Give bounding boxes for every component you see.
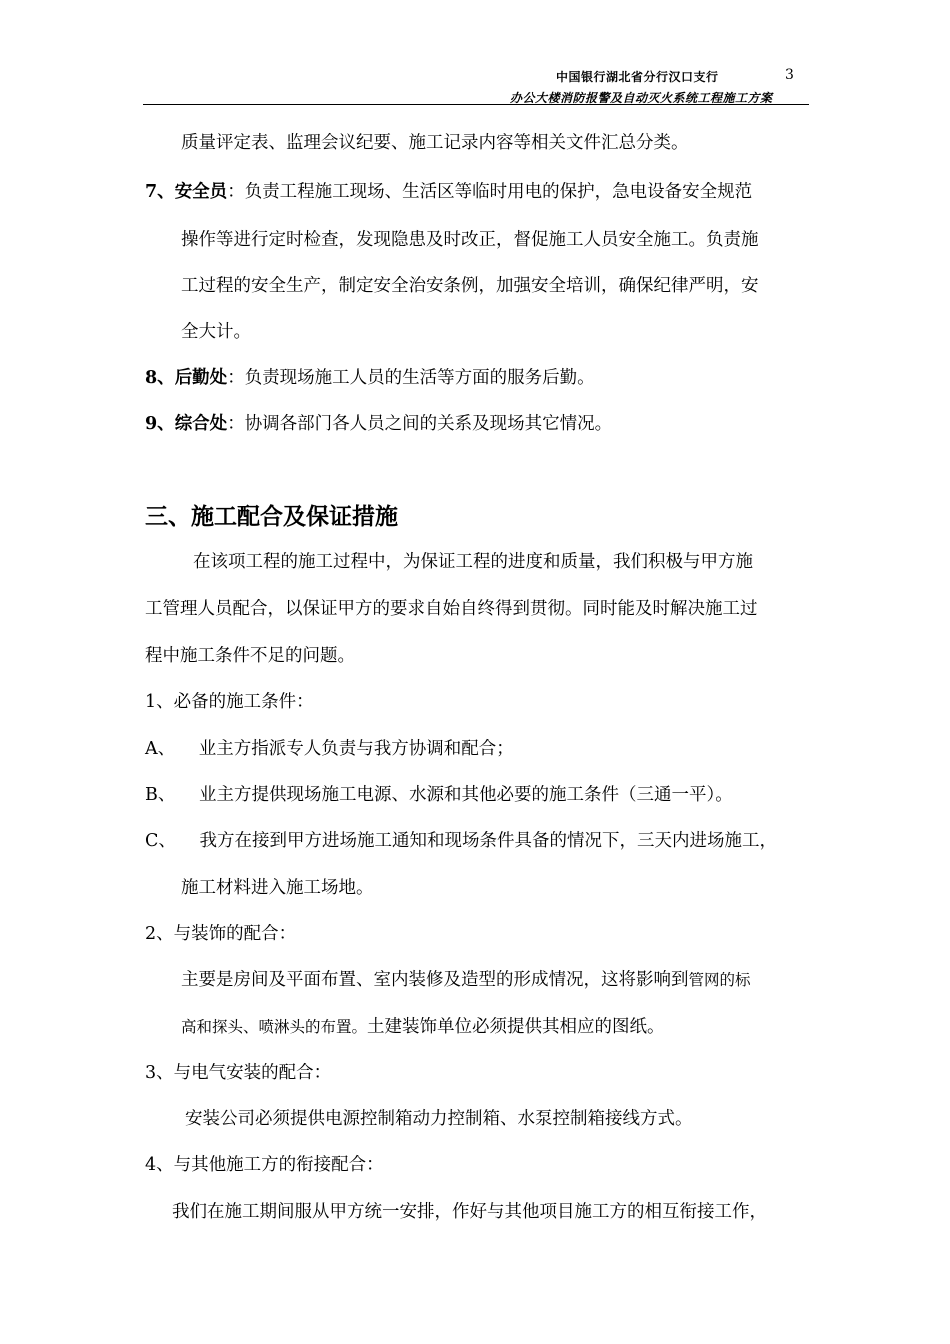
list-item-b-text: 业主方提供现场施工电源、水源和其他必要的施工条件（三通一平）。 <box>198 785 733 805</box>
item-8-number: 8、 <box>145 368 175 388</box>
item-7-separator: ： <box>227 182 245 202</box>
subsection-3-heading: 3、与电气安装的配合： <box>145 1063 332 1083</box>
subsection-2-text-1-small: 管网的标 <box>688 971 751 989</box>
list-item-a-label: A、 <box>145 739 176 759</box>
item-7-line-2: 操作等进行定时检查，发现隐患及时改正，督促施工人员安全施工。负责施 <box>181 230 759 250</box>
section-heading: 三、施工配合及保证措施 <box>145 504 398 530</box>
header-document-title: 办公大楼消防报警及自动灭火系统工程施工方案 <box>510 91 773 105</box>
page-number: 3 <box>785 67 794 83</box>
list-item-a <box>145 737 514 761</box>
item-9-number: 9、 <box>145 414 175 434</box>
subsection-2-text-2: 土建装饰单位必须提供其相应的图纸。 <box>367 1017 665 1037</box>
subsection-3-text: 安装公司必须提供电源控制箱动力控制箱、水泵控制箱接线方式。 <box>185 1109 693 1129</box>
item-8-text: 负责现场施工人员的生活等方面的服务后勤。 <box>244 368 595 388</box>
subsection-2-text-2-small: 高和探头、喷淋头的布置。 <box>181 1018 368 1036</box>
item-7 <box>145 180 752 204</box>
header-divider <box>143 104 809 105</box>
subsection-4-text: 我们在施工期间服从甲方统一安排，作好与其他项目施工方的相互衔接工作， <box>172 1202 767 1222</box>
item-7-line-3: 工过程的安全生产，制定安全治安条例，加强安全培训，确保纪律严明，安 <box>181 276 759 296</box>
list-item-c-line-1: 我方在接到甲方进场施工通知和现场条件具备的情况下，三天内进场施工， <box>199 831 777 851</box>
subsection-2-heading: 2、与装饰的配合： <box>145 924 297 944</box>
subsection-2-text-1: 主要是房间及平面布置、室内装修及造型的形成情况，这将影响到 <box>181 970 689 990</box>
item-9-separator: ： <box>227 414 245 434</box>
header-organization: 中国银行湖北省分行汉口支行 <box>556 70 719 84</box>
item-8-title: 后勤处 <box>174 368 228 388</box>
item-8 <box>145 366 595 390</box>
item-8-separator: ： <box>227 368 245 388</box>
subsection-2-text-line-2 <box>181 1015 665 1039</box>
subsection-4-heading: 4、与其他施工方的衔接配合： <box>145 1155 384 1175</box>
subsection-1-heading: 1、必备的施工条件： <box>145 692 314 712</box>
item-7-line-4: 全大计。 <box>181 322 251 342</box>
intro-line-2: 工管理人员配合，以保证甲方的要求自始自终得到贯彻。同时能及时解决施工过 <box>145 599 758 619</box>
list-item-c-line-2: 施工材料进入施工场地。 <box>181 878 374 898</box>
list-item-c <box>145 829 777 853</box>
list-item-a-text: 业主方指派专人负责与我方协调和配合； <box>198 739 514 759</box>
continuation-line: 质量评定表、监理会议纪要、施工记录内容等相关文件汇总分类。 <box>181 133 689 153</box>
subsection-2-text-line-1 <box>181 968 751 992</box>
list-item-b <box>145 783 733 807</box>
item-7-line-1: 负责工程施工现场、生活区等临时用电的保护，急电设备安全规范 <box>244 182 753 202</box>
list-item-b-label: B、 <box>145 785 176 805</box>
item-9 <box>145 412 612 436</box>
item-9-title: 综合处 <box>174 414 228 434</box>
list-item-c-label: C、 <box>145 831 176 851</box>
intro-line-1: 在该项工程的施工过程中，为保证工程的进度和质量，我们积极与甲方施 <box>193 552 753 572</box>
intro-line-3: 程中施工条件不足的问题。 <box>145 646 355 666</box>
item-9-text: 协调各部门各人员之间的关系及现场其它情况。 <box>244 414 613 434</box>
item-7-title: 安全员 <box>174 182 228 202</box>
item-7-number: 7、 <box>145 182 175 202</box>
